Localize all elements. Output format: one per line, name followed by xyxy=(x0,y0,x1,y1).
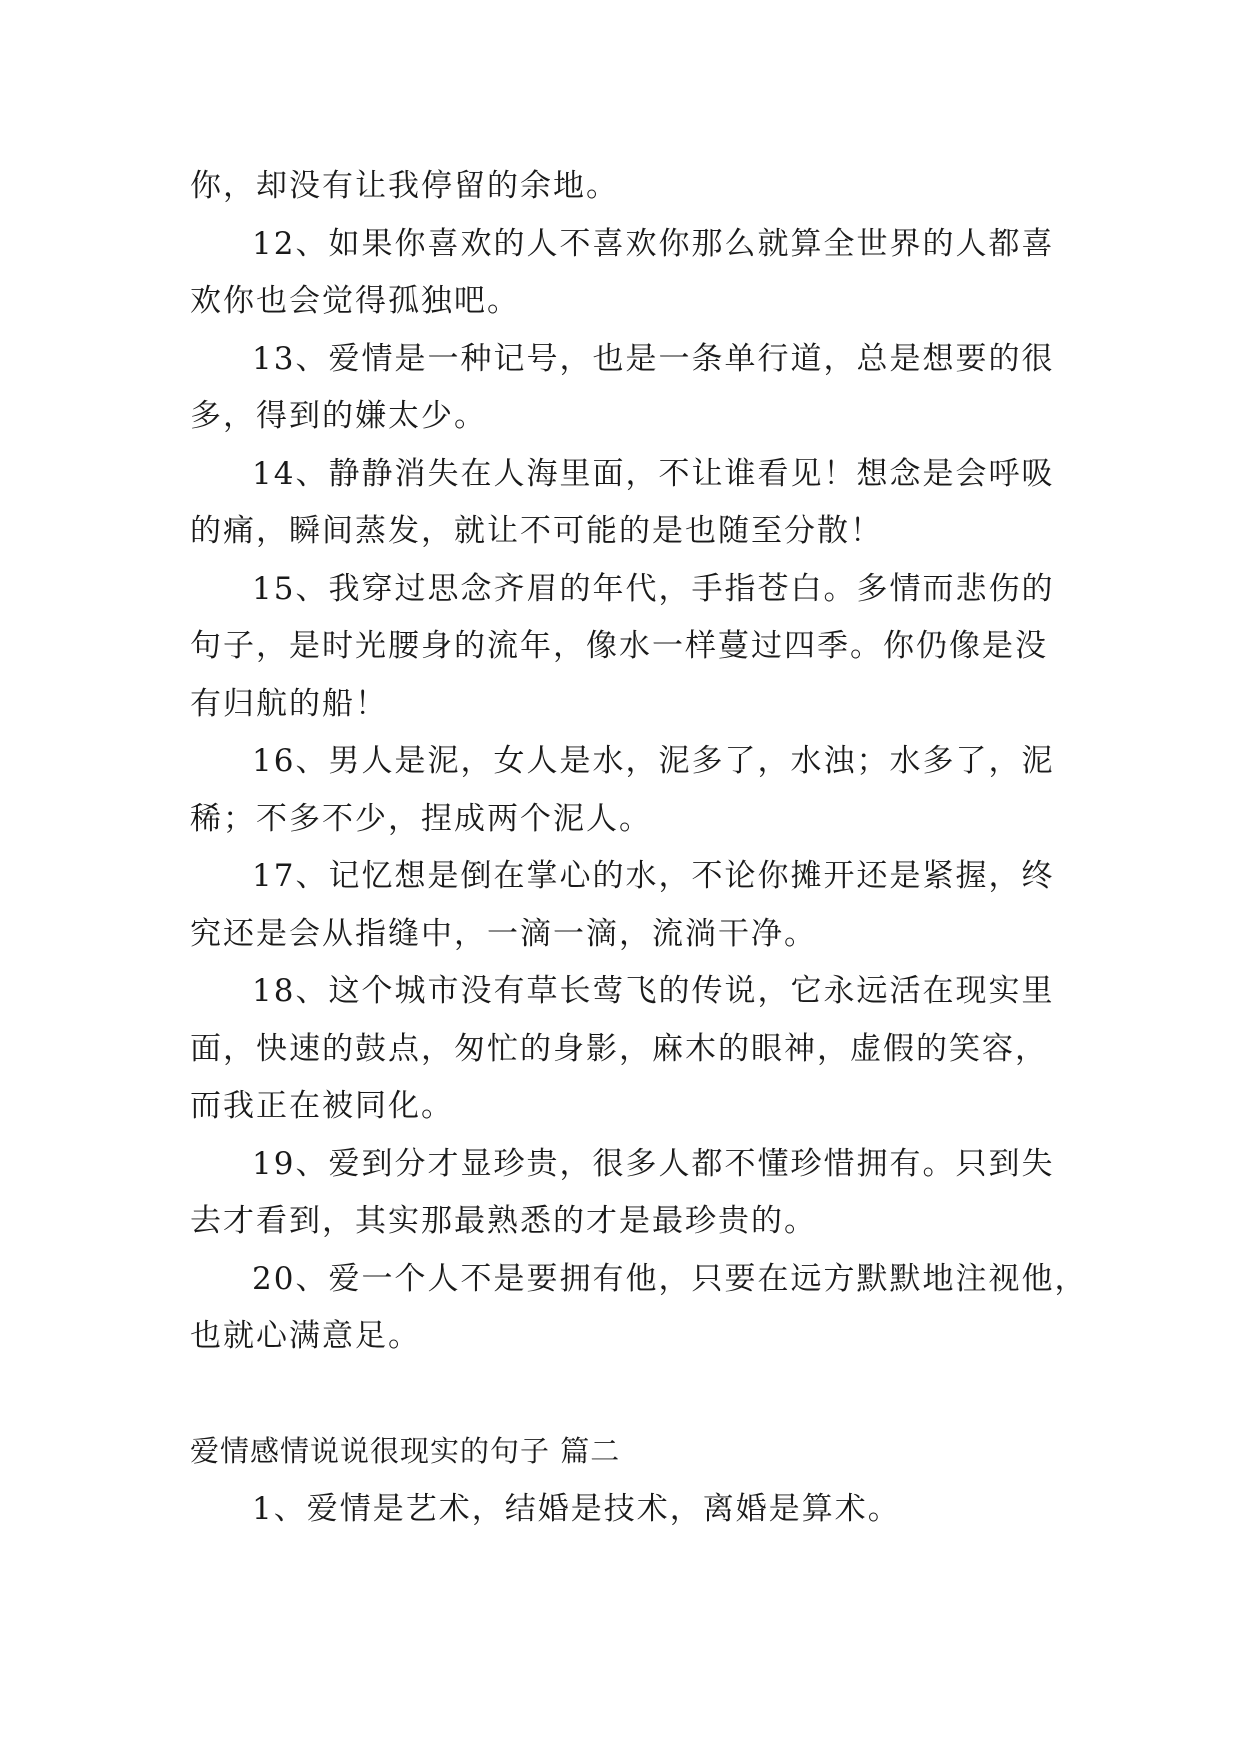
paragraph-line: 也就心满意足。 xyxy=(190,1318,421,1354)
section-heading: 爱情感情说说很现实的句子 篇二 xyxy=(190,1434,621,1468)
paragraph-line: 多，得到的嫌太少。 xyxy=(190,398,487,434)
paragraph-line: 欢你也会觉得孤独吧。 xyxy=(190,283,520,319)
section-body-text xyxy=(190,1481,1050,1539)
paragraph-line: 12、如果你喜欢的人不喜欢你那么就算全世界的人都喜 xyxy=(252,225,1055,262)
paragraph-line: 去才看到，其实那最熟悉的才是最珍贵的。 xyxy=(190,1203,817,1239)
document-page xyxy=(190,158,1088,1538)
paragraph-line: 16、男人是泥，女人是水，泥多了，水浊；水多了，泥 xyxy=(252,743,1055,779)
paragraph-line: 有归航的船！ xyxy=(190,685,388,722)
paragraph-line: 14、静静消失在人海里面，不让谁看见！想念是会呼吸 xyxy=(252,455,1055,492)
body-text xyxy=(190,158,1088,1366)
paragraph-line: 17、记忆想是倒在掌心的水，不论你摊开还是紧握，终 xyxy=(252,858,1055,894)
paragraph-line: 究还是会从指缝中，一滴一滴，流淌干净。 xyxy=(190,915,817,952)
paragraph-line: 1、爱情是艺术，结婚是技术，离婚是算术。 xyxy=(252,1490,901,1527)
paragraph-line: 句子，是时光腰身的流年，像水一样蔓过四季。你仍像是没 xyxy=(190,628,1048,664)
paragraph-line: 19、爱到分才显珍贵，很多人都不懂珍惜拥有。只到失 xyxy=(252,1145,1055,1182)
paragraph-line: 13、爱情是一种记号，也是一条单行道，总是想要的很 xyxy=(252,340,1055,377)
paragraph-line: 20、爱一个人不是要拥有他，只要在远方默默地注视他， xyxy=(252,1260,1088,1297)
paragraph-line: 面，快速的鼓点，匆忙的身影，麻木的眼神，虚假的笑容， xyxy=(190,1030,1048,1067)
paragraph-line: 稀；不多不少，捏成两个泥人。 xyxy=(190,800,652,837)
paragraph-line: 18、这个城市没有草长莺飞的传说，它永远活在现实里 xyxy=(252,973,1055,1009)
paragraph-line: 你，却没有让我停留的余地。 xyxy=(190,168,619,204)
paragraph-line: 而我正在被同化。 xyxy=(190,1088,454,1124)
section-spacer xyxy=(190,1366,1050,1424)
paragraph-line: 15、我穿过思念齐眉的年代，手指苍白。多情而悲伤的 xyxy=(252,570,1055,607)
paragraph-line: 的痛，瞬间蒸发，就让不可能的是也随至分散！ xyxy=(190,513,883,549)
